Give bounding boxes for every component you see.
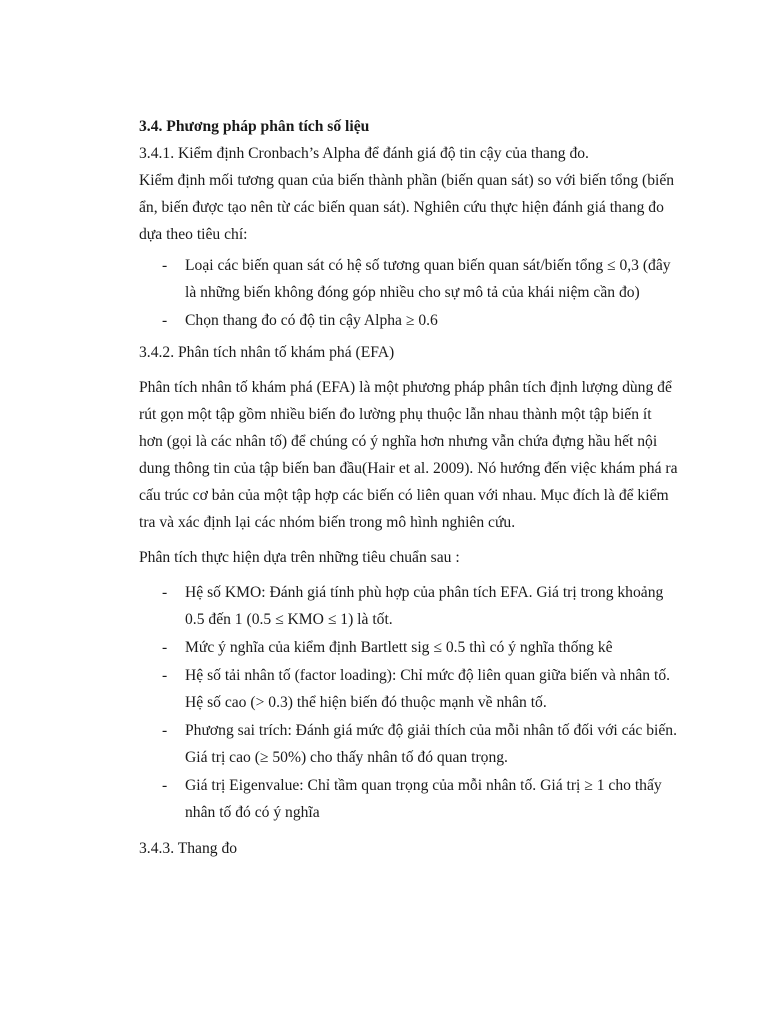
list-item-text: Loại các biến quan sát có hệ số tương quan biến quan sát/biến tổng ≤ 0,3 (đây là những biến không đóng góp nhiều cho sự mô tả của khái niệm cần đo) bbox=[185, 257, 671, 301]
dash-bullet: - bbox=[162, 777, 168, 794]
efa-paragraph: Phân tích nhân tố khám phá (EFA) là một phương pháp phân tích định lượng dùng để rút gọn một tập gồm nhiều biến đo lường phụ thuộc lẫn nhau thành một tập biến ít hơn (gọi là các nhân tố) để chúng có ý nghĩa hơn nhưng vẫn chứa đựng hầu hết nội dung thông tin của tập biến ban đầu(Hair et al. 2009). Nó hướng đến việc khám phá ra cấu trúc cơ bản của một tập hợp các biến có liên quan với nhau. Mục đích là để kiểm tra và xác định lại các nhóm biến trong mô hình nghiên cứu. bbox=[139, 379, 678, 531]
efa-criteria-list bbox=[139, 579, 679, 826]
list-item-text: Chọn thang đo có độ tin cậy Alpha ≥ 0.6 bbox=[185, 312, 438, 329]
list-item bbox=[139, 634, 679, 661]
list-item bbox=[139, 252, 679, 306]
subsection-title-cronbach: 3.4.1. Kiểm định Cronbach’s Alpha để đánh giá độ tin cậy của thang đo. bbox=[139, 145, 589, 162]
dash-bullet: - bbox=[162, 257, 168, 274]
dash-bullet: - bbox=[162, 722, 168, 739]
list-item-text: Giá trị Eigenvalue: Chỉ tầm quan trọng của mỗi nhân tố. Giá trị ≥ 1 cho thấy nhân tố đó có ý nghĩa bbox=[185, 777, 662, 821]
list-item bbox=[139, 662, 679, 716]
subsection-title-efa: 3.4.2. Phân tích nhân tố khám phá (EFA) bbox=[139, 344, 395, 361]
dash-bullet: - bbox=[162, 667, 168, 684]
dash-bullet: - bbox=[162, 639, 168, 656]
list-item-text: Phương sai trích: Đánh giá mức độ giải thích của mỗi nhân tố đối với các biến. Giá trị cao (≥ 50%) cho thấy nhân tố đó quan trọng. bbox=[185, 722, 678, 766]
list-item-text: Mức ý nghĩa của kiểm định Bartlett sig ≤ 0.5 thì có ý nghĩa thống kê bbox=[185, 639, 613, 656]
list-item bbox=[139, 717, 679, 771]
cronbach-criteria-list bbox=[139, 252, 679, 334]
dash-bullet: - bbox=[162, 312, 168, 329]
list-item bbox=[139, 307, 679, 334]
list-item bbox=[139, 579, 679, 633]
subsection-title-scale: 3.4.3. Thang đo bbox=[139, 840, 238, 857]
list-item-text: Hệ số tải nhân tố (factor loading): Chỉ mức độ liên quan giữa biến và nhân tố. Hệ số cao (> 0.3) thể hiện biến đó thuộc mạnh về nhân tố. bbox=[185, 667, 671, 711]
document-page bbox=[139, 113, 679, 862]
cronbach-intro-paragraph: Kiểm định mối tương quan của biến thành phần (biến quan sát) so với biến tổng (biến ẩn, biến được tạo nên từ các biến quan sát). Nghiên cứu thực hiện đánh giá thang đo dựa theo tiêu chí: bbox=[139, 172, 675, 243]
dash-bullet: - bbox=[162, 584, 168, 601]
section-heading: 3.4. Phương pháp phân tích số liệu bbox=[139, 118, 370, 135]
list-item bbox=[139, 772, 679, 826]
efa-criteria-intro: Phân tích thực hiện dựa trên những tiêu chuẩn sau : bbox=[139, 549, 460, 566]
list-item-text: Hệ số KMO: Đánh giá tính phù hợp của phân tích EFA. Giá trị trong khoảng 0.5 đến 1 (0.5 ≤ KMO ≤ 1) là tốt. bbox=[185, 584, 664, 628]
